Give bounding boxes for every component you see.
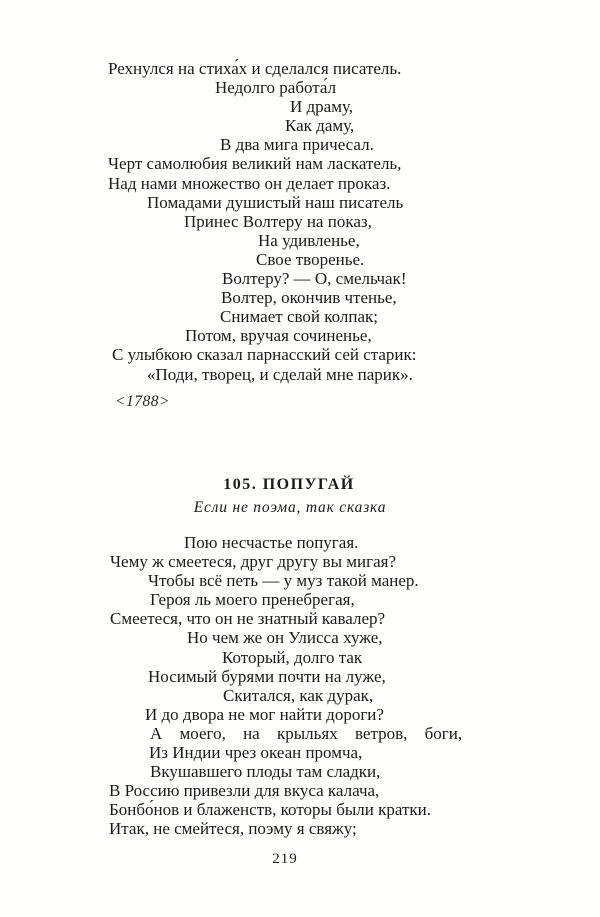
verse-line: Волтеру? — О, смельчак! (222, 269, 407, 289)
verse-line: Рехнулся на стиха́х и сделался писатель. (108, 59, 402, 78)
verse-line: Как даму, (285, 116, 355, 136)
verse-line: А моего, на крыльях ветров, боги, (150, 723, 463, 743)
verse-line: Потом, вручая сочиненье, (185, 326, 372, 346)
verse-line: Итак, не смейтеся, поэму я свяжу; (109, 819, 357, 839)
verse-line: Пою несчастье попугая. (184, 533, 359, 552)
verse-line: Скитался, как дурак, (223, 685, 374, 705)
verse-line: И до двора не мог найти дороги? (145, 704, 384, 724)
verse-line: На удивленье, (258, 230, 360, 250)
verse-line: Помадами душистый наш писатель (147, 192, 404, 212)
verse-line: Бонбо́нов и блаженств, которы были кратки. (109, 800, 432, 820)
verse-line: Носимый бурями почти на луже, (148, 666, 386, 686)
verse-line: Принес Волтеру на показ, (184, 211, 372, 231)
verse-line: Над нами множество он делает проказ. (108, 173, 391, 193)
verse-line: Чему ж смеетеся, друг другу вы мигая? (110, 552, 396, 572)
previous-poem-ending (108, 59, 548, 384)
verse-line: Героя ль моего пренебрегая, (150, 590, 355, 610)
verse-line: Но чем же он Улисса хуже, (187, 628, 383, 648)
page-number: 219 (272, 851, 298, 867)
poem-body (108, 533, 548, 839)
verse-line: Смеетеся, что он не знатный кавалер? (110, 609, 386, 629)
verse-line: Из Индии чрез океан промча, (149, 743, 363, 763)
verse-line: Волтер, окончив чтенье, (221, 288, 397, 308)
poem-subtitle: Если не поэма, так сказка (193, 499, 387, 516)
verse-line: В Россию привезли для вкуса калача, (109, 781, 380, 801)
verse-line: «Поди, творец, и сделай мне парик». (147, 364, 413, 384)
verse-line: Вкушавшего плоды там сладки, (150, 762, 381, 782)
verse-line: И драму, (290, 97, 354, 117)
verse-line: Черт самолюбия великий нам ласкатель, (108, 154, 402, 174)
verse-line: Недолго работа́л (215, 78, 337, 98)
poem-title: 105. ПОПУГАЙ (223, 476, 355, 493)
verse-line: В два мига причесал. (220, 135, 374, 155)
verse-line: С улыбкою сказал парнасский сей старик: (112, 345, 417, 365)
verse-line: Свое творенье. (256, 249, 365, 269)
verse-line: Снимает свой колпак; (220, 307, 379, 327)
verse-line: Чтобы всё петь — у муз такой манер. (148, 571, 419, 591)
poem-date: <1788> (115, 393, 170, 410)
verse-line: Который, долго так (222, 647, 363, 667)
